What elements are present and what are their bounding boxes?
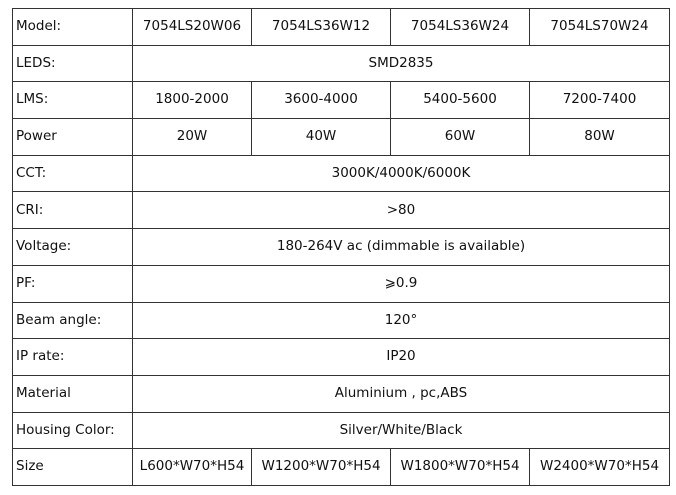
row-power — [13, 119, 670, 156]
row-material — [13, 375, 670, 412]
row-label: Material — [13, 375, 133, 412]
row-cct — [13, 155, 670, 192]
power-value: 80W — [530, 119, 670, 156]
size-value: W1200*W70*H54 — [252, 449, 391, 486]
size-value: W2400*W70*H54 — [530, 449, 670, 486]
row-housing-color — [13, 412, 670, 449]
power-value: 40W — [252, 119, 391, 156]
spec-table — [12, 8, 670, 486]
row-ip-rate — [13, 339, 670, 376]
model-value: 7054LS20W06 — [133, 9, 252, 46]
row-label: Housing Color: — [13, 412, 133, 449]
lms-value: 5400-5600 — [391, 82, 530, 119]
row-size — [13, 449, 670, 486]
row-label: Beam angle: — [13, 302, 133, 339]
row-label: CCT: — [13, 155, 133, 192]
row-cri — [13, 192, 670, 229]
size-value: W1800*W70*H54 — [391, 449, 530, 486]
material-value: Aluminium , pc,ABS — [133, 375, 670, 412]
row-label: PF: — [13, 265, 133, 302]
row-lms — [13, 82, 670, 119]
row-label: Model: — [13, 9, 133, 46]
leds-value: SMD2835 — [133, 45, 670, 82]
row-label: CRI: — [13, 192, 133, 229]
size-value: L600*W70*H54 — [133, 449, 252, 486]
pf-value: ⩾0.9 — [133, 265, 670, 302]
model-value: 7054LS36W12 — [252, 9, 391, 46]
power-value: 20W — [133, 119, 252, 156]
row-model — [13, 9, 670, 46]
ip-rate-value: IP20 — [133, 339, 670, 376]
row-label: LMS: — [13, 82, 133, 119]
row-label: IP rate: — [13, 339, 133, 376]
row-label: Power — [13, 119, 133, 156]
row-label: Size — [13, 449, 133, 486]
lms-value: 1800-2000 — [133, 82, 252, 119]
voltage-value: 180-264V ac (dimmable is available) — [133, 229, 670, 266]
power-value: 60W — [391, 119, 530, 156]
row-voltage — [13, 229, 670, 266]
model-value: 7054LS36W24 — [391, 9, 530, 46]
cri-value: >80 — [133, 192, 670, 229]
model-value: 7054LS70W24 — [530, 9, 670, 46]
row-label: Voltage: — [13, 229, 133, 266]
housing-color-value: Silver/White/Black — [133, 412, 670, 449]
cct-value: 3000K/4000K/6000K — [133, 155, 670, 192]
beam-angle-value: 120° — [133, 302, 670, 339]
lms-value: 3600-4000 — [252, 82, 391, 119]
row-pf — [13, 265, 670, 302]
row-leds — [13, 45, 670, 82]
lms-value: 7200-7400 — [530, 82, 670, 119]
row-label: LEDS: — [13, 45, 133, 82]
row-beam-angle — [13, 302, 670, 339]
